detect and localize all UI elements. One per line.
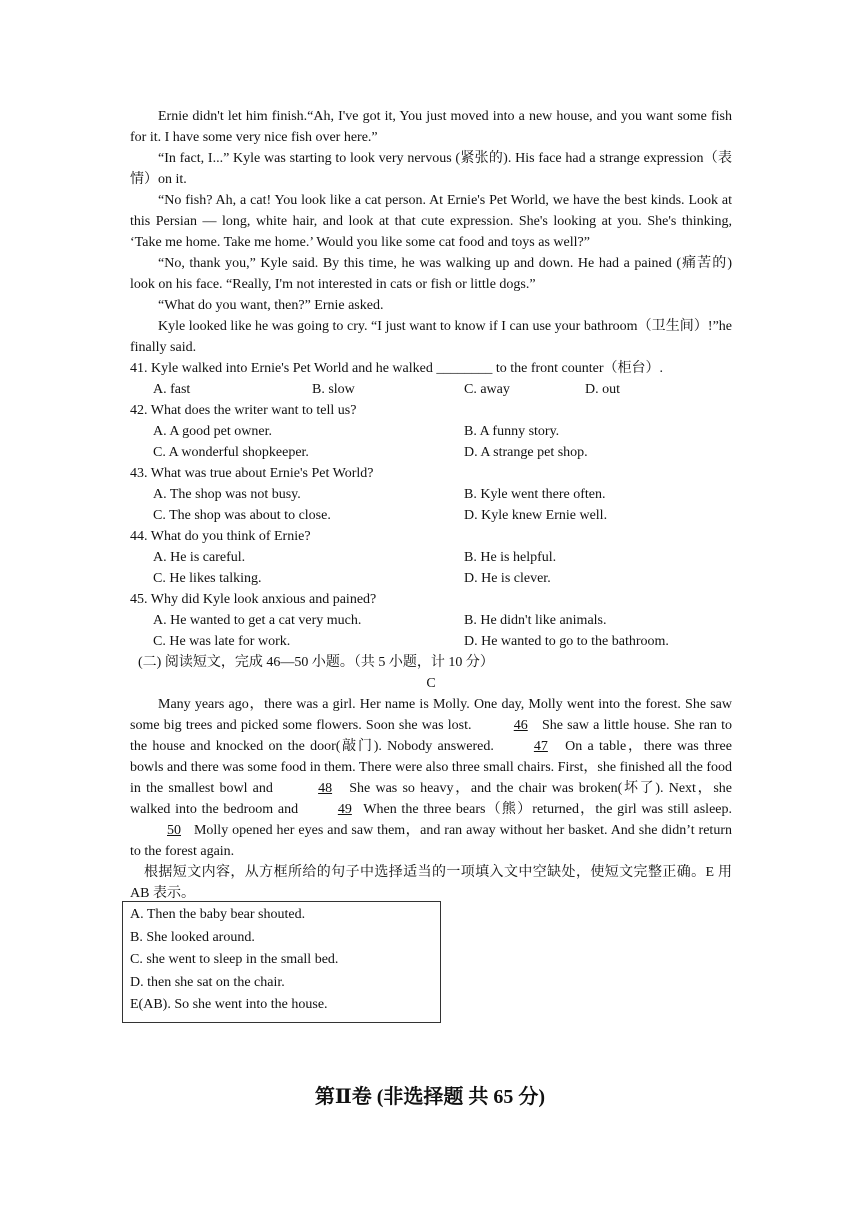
box-option-c: C. she went to sleep in the small bed. bbox=[130, 952, 339, 967]
passage-text: On a table，there was three bowls and there was some food in them. There were also three small chairs. First，she finished all the food in the smallest bowl and bbox=[130, 739, 732, 796]
question-options bbox=[130, 379, 732, 400]
option-c[interactable]: C. away bbox=[464, 382, 510, 397]
option-a[interactable]: A. He wanted to get a cat very much. bbox=[153, 613, 362, 628]
question-stem: 42. What does the writer want to tell us? bbox=[130, 403, 357, 418]
blank-50[interactable]: 50 bbox=[167, 823, 181, 838]
option-c[interactable]: C. The shop was about to close. bbox=[153, 508, 331, 523]
blank-47[interactable]: 47 bbox=[533, 739, 548, 754]
story-paragraph-2: “In fact, I...” Kyle was starting to look very nervous (紧张的). His face had a strange expression（表情）on it. bbox=[130, 151, 732, 187]
option-c[interactable]: C. He was late for work. bbox=[153, 634, 291, 649]
box-option-a: A. Then the baby bear shouted. bbox=[130, 907, 306, 922]
question-43 bbox=[130, 463, 732, 526]
part-two-title: 第Ⅱ卷 (非选择题 共 65 分) bbox=[314, 1086, 546, 1108]
option-b[interactable]: B. He is helpful. bbox=[464, 550, 557, 565]
passage-letter: C bbox=[426, 676, 436, 691]
option-d[interactable]: D. A strange pet shop. bbox=[464, 445, 588, 460]
passage-text: Many years ago，there was a girl. Her name is Molly. One day, Molly went into the forest. She saw some big trees and picked some flowers. Soon she was lost. bbox=[130, 697, 732, 733]
options-box bbox=[122, 901, 441, 1023]
option-c[interactable]: C. A wonderful shopkeeper. bbox=[153, 445, 309, 460]
question-stem: 44. What do you think of Ernie? bbox=[130, 529, 311, 544]
box-option-d: D. then she sat on the chair. bbox=[130, 974, 285, 990]
exam-page bbox=[130, 106, 732, 904]
option-b[interactable]: B. He didn't like animals. bbox=[464, 613, 607, 628]
option-a[interactable]: A. He is careful. bbox=[153, 550, 246, 565]
option-c[interactable]: C. He likes talking. bbox=[153, 571, 262, 586]
section-heading: (二) 阅读短文，完成 46—50 小题。（共 5 小题，计 10 分） bbox=[138, 655, 494, 670]
blank-46[interactable]: 46 bbox=[513, 718, 528, 733]
box-option-e: E(AB). So she went into the house. bbox=[130, 997, 328, 1012]
question-45 bbox=[130, 589, 732, 652]
option-b[interactable]: B. slow bbox=[312, 382, 355, 397]
passage-text: She was so heavy，and the chair was broken(坏了). Next，she walked into the bedroom and bbox=[130, 781, 733, 817]
option-a[interactable]: A. A good pet owner. bbox=[153, 424, 272, 439]
passage-text: Molly opened her eyes and saw them，and ran away without her basket. And she didn’t return to the forest again. bbox=[130, 823, 732, 859]
question-41 bbox=[130, 358, 732, 400]
question-44 bbox=[130, 526, 732, 589]
question-options bbox=[130, 421, 732, 463]
question-stem: 41. Kyle walked into Ernie's Pet World and he walked ________ to the front counter（柜台）. bbox=[130, 361, 664, 376]
story-paragraph-3: “No fish? Ah, a cat! You look like a cat person. At Ernie's Pet World, we have the best kinds. Look at this Persian — long, white hair, and look at that cute expression. She's looking at you. She's thinking, ‘Take me home. Take me home.’ Would you like some cat food and toys as well?” bbox=[130, 193, 732, 250]
question-stem: 45. Why did Kyle look anxious and pained? bbox=[130, 592, 377, 607]
blank-48[interactable]: 48 bbox=[318, 781, 333, 796]
question-42 bbox=[130, 400, 732, 463]
question-stem: 43. What was true about Ernie's Pet World? bbox=[130, 466, 374, 481]
box-option-b: B. She looked around. bbox=[130, 929, 255, 945]
option-a[interactable]: A. The shop was not busy. bbox=[153, 487, 301, 502]
passage-text: She saw a little house. She ran to the house and knocked on the door(敲门). Nobody answered. bbox=[130, 718, 733, 754]
option-d[interactable]: D. He is clever. bbox=[464, 571, 551, 586]
passage-text: When the three bears（熊）returned，the girl was still asleep. bbox=[358, 802, 732, 817]
instruction: 根据短文内容，从方框所给的句子中选择适当的一项填入文中空缺处，使短文完整正确。E 用 AB 表示。 bbox=[130, 865, 732, 901]
option-d[interactable]: D. He wanted to go to the bathroom. bbox=[464, 634, 669, 649]
option-b[interactable]: B. Kyle went there often. bbox=[464, 487, 606, 502]
option-d[interactable]: D. out bbox=[585, 382, 620, 397]
question-options bbox=[130, 547, 732, 589]
option-b[interactable]: B. A funny story. bbox=[464, 424, 560, 439]
passage-c bbox=[130, 694, 732, 862]
question-options bbox=[130, 484, 732, 526]
story-paragraph-6: Kyle looked like he was going to cry. “I just want to know if I can use your bathroom（卫生间）!”he finally said. bbox=[130, 319, 732, 355]
story-paragraph-4: “No, thank you,” Kyle said. By this time, he was walking up and down. He had a pained (痛苦的) look on his face. “Really, I'm not interested in cats or fish or little dogs.” bbox=[130, 256, 732, 292]
question-options bbox=[130, 610, 732, 652]
story-paragraph-1: Ernie didn't let him finish.“Ah, I've got it, You just moved into a new house, and you want some fish for it. I have some very nice fish over here.” bbox=[130, 109, 732, 145]
option-d[interactable]: D. Kyle knew Ernie well. bbox=[464, 508, 608, 523]
blank-49[interactable]: 49 bbox=[337, 802, 352, 817]
option-a[interactable]: A. fast bbox=[153, 382, 191, 397]
story-paragraph-5: “What do you want, then?” Ernie asked. bbox=[158, 298, 384, 313]
